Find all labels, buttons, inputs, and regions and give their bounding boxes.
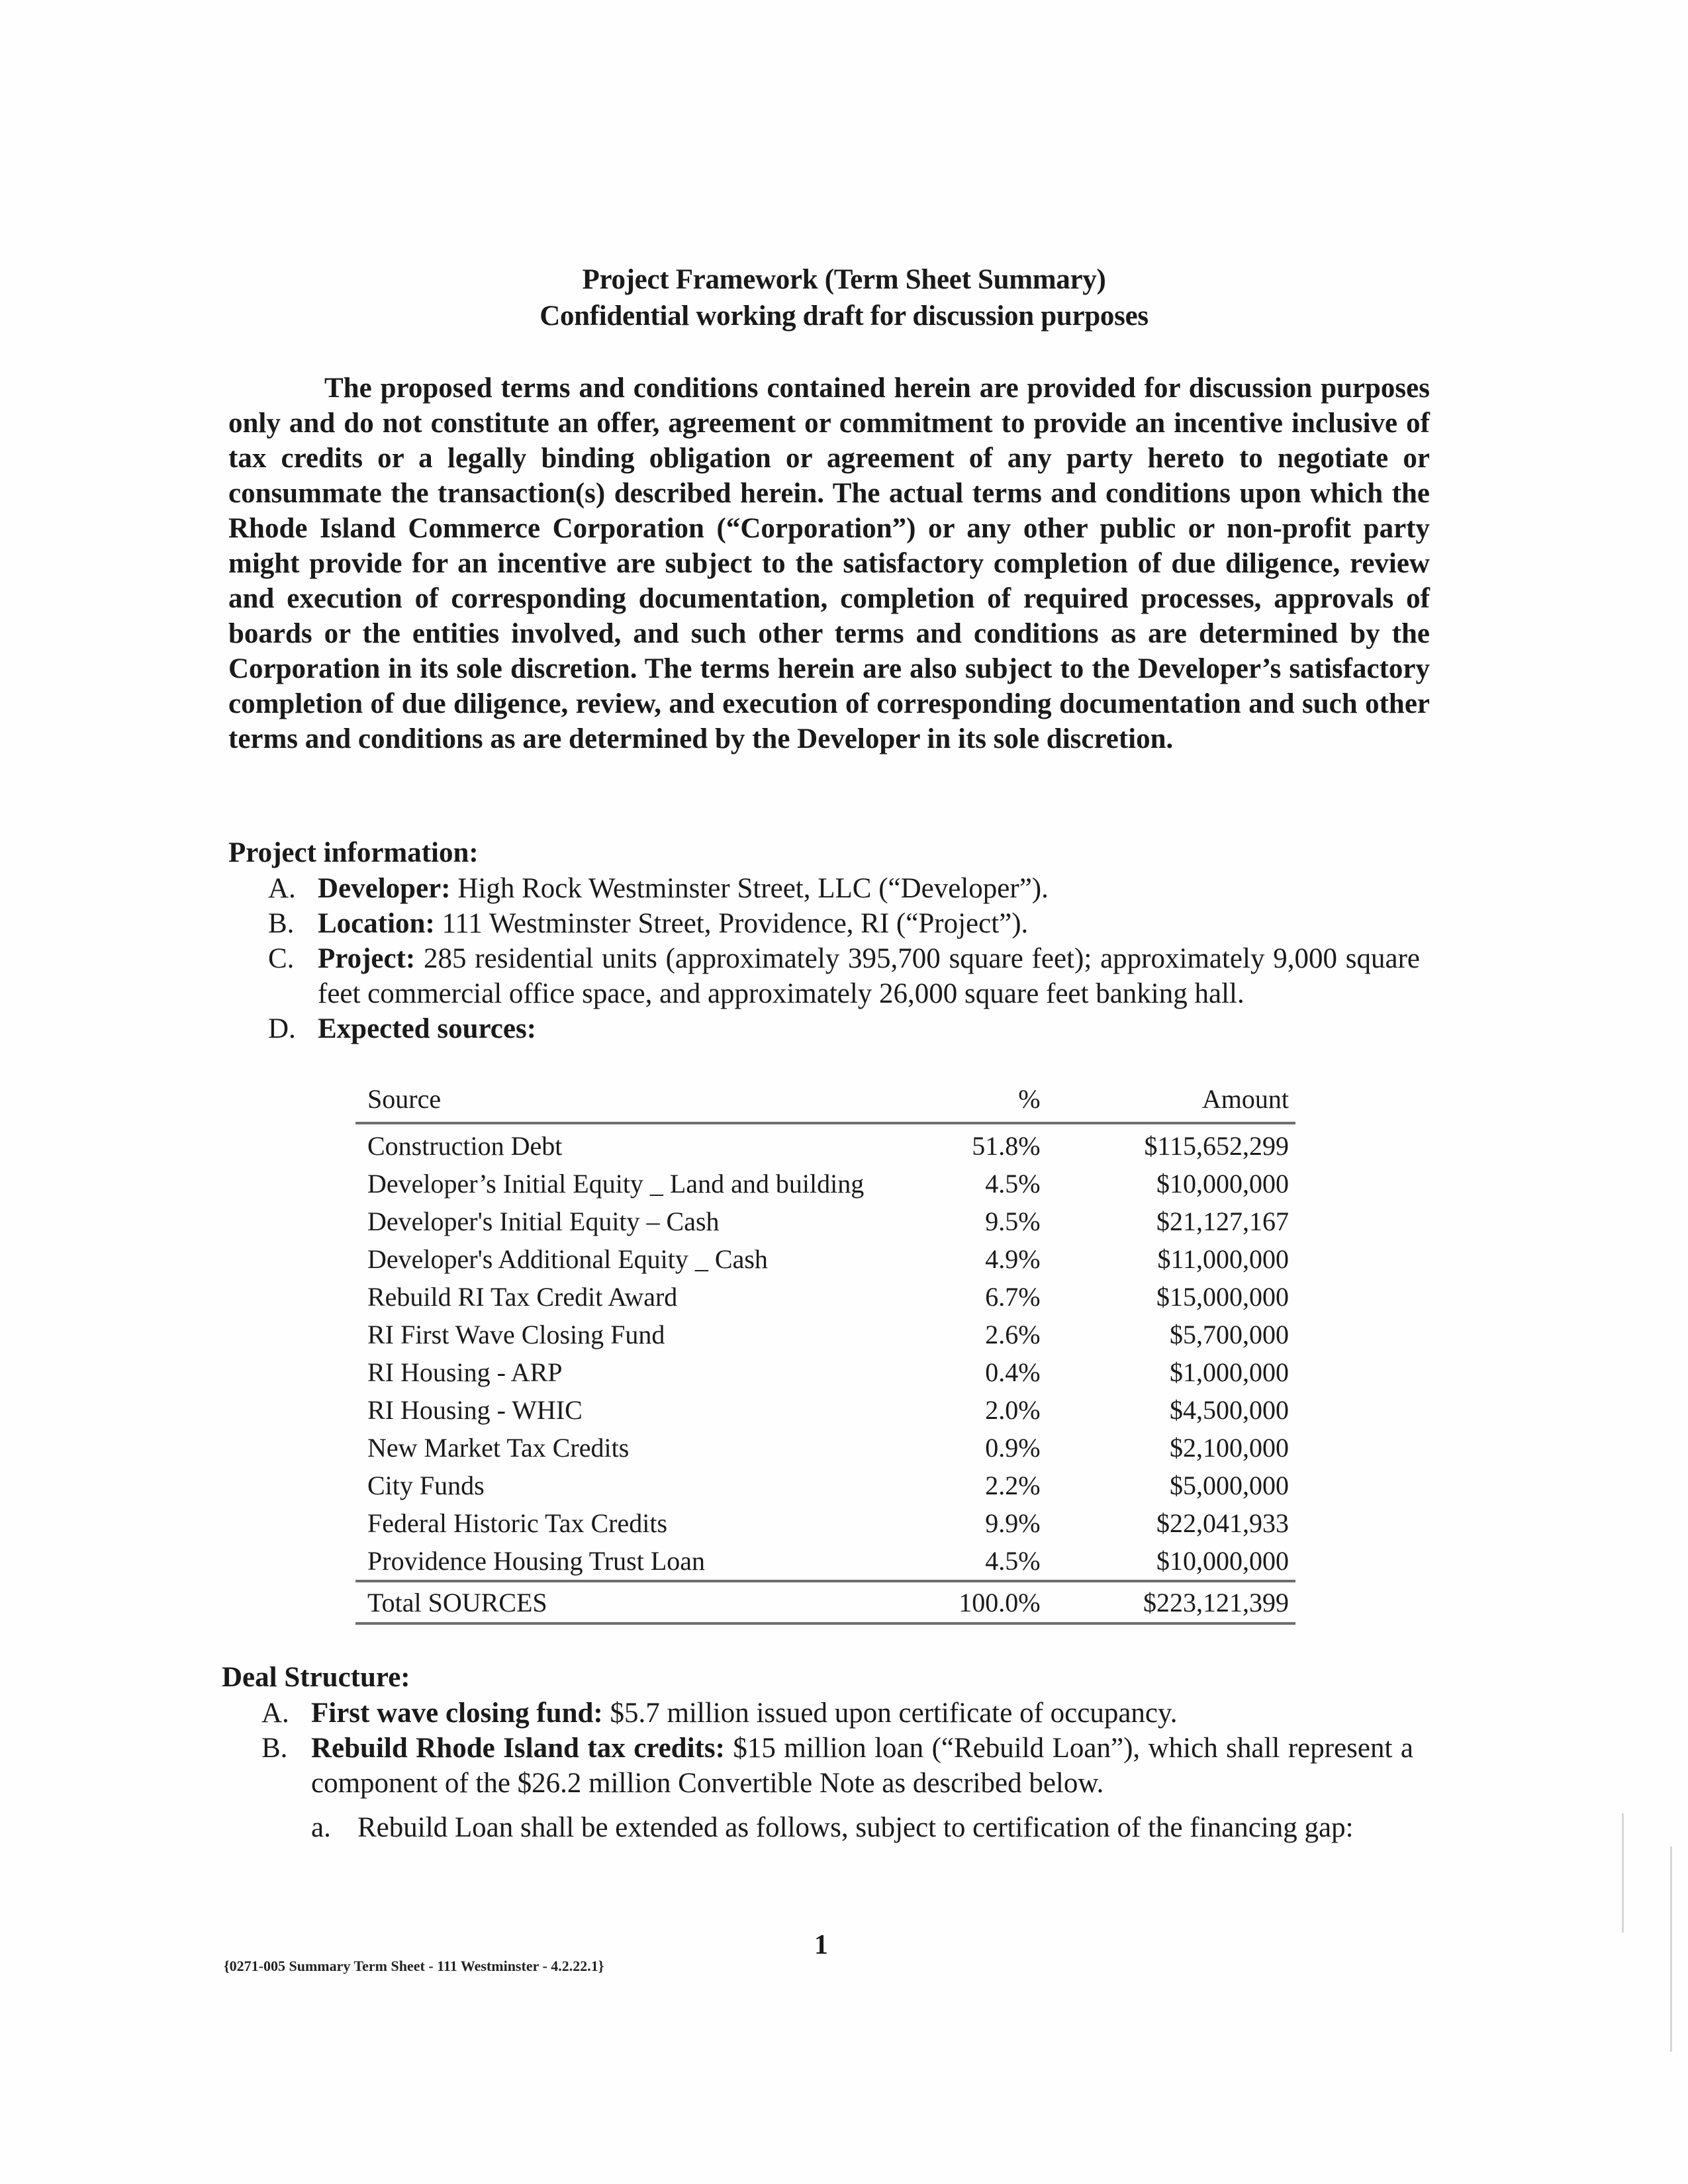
column-header-source: Source: [367, 1083, 442, 1114]
item-text: $15 million loan (“Rebuild Loan”), which shall represent a component of the $26.2 million Convertible Note as described below.: [311, 1733, 1413, 1799]
amount-cell: $5,000,000: [1170, 1471, 1289, 1500]
item-label: Expected sources:: [318, 1013, 537, 1044]
table-row: [355, 1353, 1295, 1391]
percent-cell: 0.9%: [985, 1433, 1041, 1463]
document-subtitle: Confidential working draft for discussion purposes: [539, 300, 1149, 332]
amount-cell: $21,127,167: [1156, 1206, 1289, 1236]
source-cell: RI First Wave Closing Fund: [367, 1320, 665, 1349]
sub-item-rebuild-loan: [311, 1806, 1413, 1850]
table-header-row: [355, 1075, 1295, 1123]
table-row: [355, 1391, 1295, 1429]
source-cell: New Market Tax Credits: [367, 1433, 630, 1463]
list-marker: A.: [268, 873, 296, 904]
amount-cell: $10,000,000: [1156, 1169, 1289, 1199]
table-row: [355, 1467, 1295, 1504]
table-row: [355, 1504, 1295, 1542]
amount-cell: $1,000,000: [1170, 1357, 1289, 1387]
item-label: Location:: [318, 908, 435, 939]
title-block: [0, 261, 1688, 334]
amount-cell: $2,100,000: [1170, 1433, 1289, 1463]
total-amount-cell: $223,121,399: [1143, 1587, 1289, 1617]
amount-cell: $11,000,000: [1157, 1244, 1289, 1274]
table-row: [355, 1278, 1295, 1316]
table-row: [355, 1123, 1295, 1165]
scan-artifact: [1622, 1813, 1624, 1933]
source-cell: Developer’s Initial Equity _ Land and building: [367, 1169, 865, 1199]
source-cell: Federal Historic Tax Credits: [367, 1508, 668, 1538]
source-cell: Providence Housing Trust Loan: [367, 1546, 705, 1576]
document-reference-footer: {0271-005 Summary Term Sheet - 111 Westminster - 4.2.22.1}: [224, 1958, 604, 1974]
item-text: High Rock Westminster Street, LLC (“Developer”).: [450, 873, 1049, 904]
percent-cell: 4.5%: [985, 1169, 1041, 1199]
percent-cell: 6.7%: [985, 1282, 1041, 1312]
table-row: [355, 1542, 1295, 1581]
percent-cell: 9.5%: [985, 1206, 1041, 1236]
source-cell: Rebuild RI Tax Credit Award: [367, 1282, 678, 1312]
source-cell: RI Housing - ARP: [367, 1357, 563, 1387]
item-text: 111 Westminster Street, Providence, RI (“Project”).: [434, 908, 1029, 939]
list-marker: A.: [261, 1698, 289, 1729]
item-label: Project:: [318, 943, 416, 974]
total-percent-cell: 100.0%: [959, 1587, 1041, 1617]
source-cell: City Funds: [367, 1471, 485, 1500]
item-label: Rebuild Rhode Island tax credits:: [311, 1733, 725, 1764]
column-header-percent: %: [1018, 1083, 1041, 1114]
disclaimer-paragraph: The proposed terms and conditions contained herein are provided for discussion purposes only and do not constitute an offer, agreement or commitment to provide an incentive inclusive of tax credits or a legally binding obligation or agreement of any party hereto to negotiate or consummate the transaction(s) described herein. The actual terms and conditions upon which the Rhode Island Commerce Corporation (“Corporation”) or any other public or non-profit party might provide for an incentive are subject to the satisfactory completion of due diligence, review and execution of corresponding documentation, completion of required processes, approvals of boards or the entities involved, and such other terms and conditions as are determined by the Corporation in its sole discretion. The terms herein are also subject to the Developer’s satisfactory completion of due diligence, review, and execution of corresponding documentation and such other terms and conditions as are determined by the Developer in its sole discretion.: [228, 373, 1430, 754]
list-item-rebuild-ri: [261, 1731, 1413, 1801]
deal-structure-list: [261, 1696, 1413, 1850]
list-item-expected-sources: [268, 1011, 1420, 1046]
item-text: $5.7 million issued upon certificate of occupancy.: [602, 1698, 1178, 1729]
list-marker: D.: [268, 1013, 296, 1044]
percent-cell: 4.5%: [985, 1546, 1041, 1576]
percent-cell: 0.4%: [985, 1357, 1041, 1387]
list-item-first-wave: [261, 1696, 1413, 1731]
item-label: Developer:: [318, 873, 451, 904]
list-item-developer: [268, 871, 1420, 906]
item-text: Rebuild Loan shall be extended as follows, subject to certification of the financing gap:: [357, 1812, 1354, 1843]
percent-cell: 9.9%: [985, 1508, 1041, 1538]
list-item-project: [268, 941, 1420, 1011]
project-information-heading: Project information:: [228, 837, 479, 868]
amount-cell: $15,000,000: [1156, 1282, 1289, 1312]
list-marker: a.: [311, 1812, 331, 1843]
list-marker: B.: [261, 1733, 288, 1764]
percent-cell: 51.8%: [972, 1131, 1041, 1161]
table-row: [355, 1240, 1295, 1278]
amount-cell: $10,000,000: [1156, 1546, 1289, 1576]
table-row: [355, 1316, 1295, 1353]
project-information-list: [268, 871, 1420, 1046]
percent-cell: 2.0%: [985, 1395, 1041, 1425]
list-marker: C.: [268, 943, 295, 974]
list-item-location: [268, 906, 1420, 941]
document-title: Project Framework (Term Sheet Summary): [582, 264, 1106, 295]
column-header-amount: Amount: [1201, 1083, 1289, 1114]
amount-cell: $22,041,933: [1156, 1508, 1289, 1538]
amount-cell: $115,652,299: [1144, 1131, 1289, 1161]
item-text: 285 residential units (approximately 395,700 square feet); approximately 9,000 square feet commercial office space, and approximately 26,000 square feet banking hall.: [318, 943, 1420, 1009]
expected-sources-table: [355, 1075, 1295, 1625]
table-row: [355, 1203, 1295, 1240]
table-row: [355, 1429, 1295, 1467]
source-cell: RI Housing - WHIC: [367, 1395, 583, 1425]
percent-cell: 4.9%: [985, 1244, 1041, 1274]
total-label-cell: Total SOURCES: [367, 1587, 547, 1617]
amount-cell: $4,500,000: [1170, 1395, 1289, 1425]
table-row: [355, 1165, 1295, 1203]
percent-cell: 2.2%: [985, 1471, 1041, 1500]
source-cell: Developer's Initial Equity – Cash: [367, 1206, 720, 1236]
item-label: First wave closing fund:: [311, 1698, 603, 1729]
source-cell: Developer's Additional Equity _ Cash: [367, 1244, 768, 1274]
percent-cell: 2.6%: [985, 1320, 1041, 1349]
page-number: 1: [814, 1930, 828, 1960]
list-marker: B.: [268, 908, 295, 939]
deal-structure-heading: Deal Structure:: [222, 1662, 410, 1693]
scan-artifact: [1670, 1846, 1672, 2052]
amount-cell: $5,700,000: [1170, 1320, 1289, 1349]
table-total-row: [355, 1581, 1295, 1623]
source-cell: Construction Debt: [367, 1131, 563, 1161]
